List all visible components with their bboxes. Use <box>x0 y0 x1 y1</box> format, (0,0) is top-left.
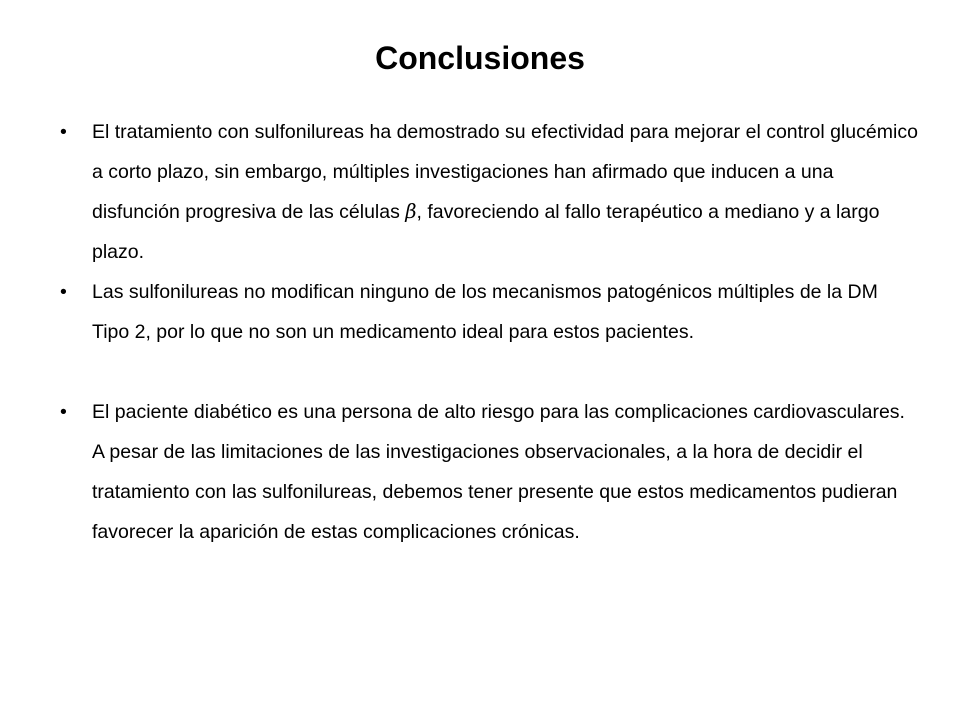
bullet-item-1 <box>60 112 920 272</box>
bullet-symbol: • <box>60 281 67 303</box>
bullet-symbol: • <box>60 401 67 423</box>
bullet-symbol: • <box>60 121 67 143</box>
bullet-list <box>60 112 920 552</box>
bullet-3-text: El paciente diabético es una persona de alto riesgo para las complicaciones cardiovasculares. A pesar de las limitaciones de las investigaciones observacionales, a la hora de decidir el tratamiento con las sulfonilureas, debemos tener presente que estos medicamentos pudieran favorecer la aparición de estas complicaciones crónicas. <box>92 401 905 543</box>
slide-title: Conclusiones <box>375 40 585 76</box>
bullet-2-text: Las sulfonilureas no modifican ninguno de los mecanismos patogénicos múltiples de la DM Tipo 2, por lo que no son un medicamento ideal para estos pacientes. <box>92 281 878 343</box>
bullet-item-2 <box>60 272 920 352</box>
bullet-1-text-before: El tratamiento con sulfonilureas ha demostrado su efectividad para mejorar el control glucémico a corto plazo, sin embargo, múltiples investigaciones han afirmado que inducen a una disfunción progresiva de las células <box>92 121 918 223</box>
bullet-1-text-after: , favoreciendo al fallo terapéutico a mediano y a largo plazo. <box>92 201 880 263</box>
beta-symbol: β <box>405 200 417 223</box>
bullet-item-3 <box>60 392 920 552</box>
